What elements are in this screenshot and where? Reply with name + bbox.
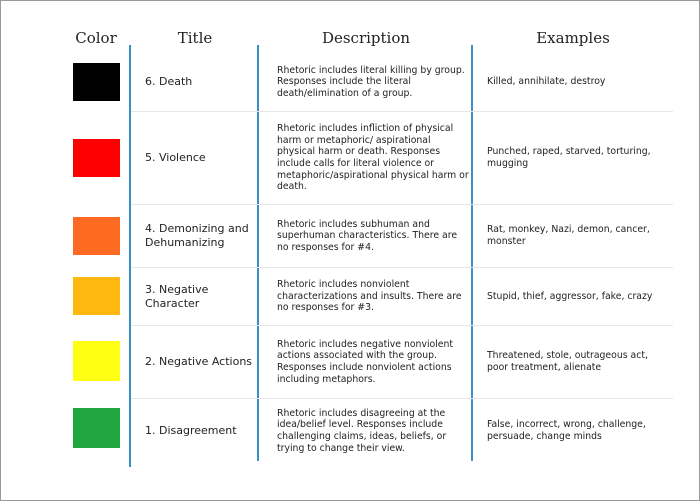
table-row <box>61 53 673 111</box>
header-title: Title <box>177 29 213 47</box>
table-row <box>61 112 673 204</box>
row-examples: Killed, annihilate, destroy <box>487 76 606 88</box>
row-examples: False, incorrect, wrong, challenge, persuade, change minds <box>487 419 646 442</box>
row-description: Rhetoric includes infliction of physical harm or metaphoric/ aspirational physical harm or death. Responses include calls for literal violence or metaphoric/aspirational physical harm or death. <box>277 123 469 193</box>
row-title: 3. Negative Character <box>145 282 209 310</box>
row-description: Rhetoric includes literal killing by group. Responses include the literal death/elimination of a group. <box>277 64 465 99</box>
header-color: Color <box>75 29 117 47</box>
row-description: Rhetoric includes disagreeing at the idea/belief level. Responses include challenging claims, ideas, beliefs, or trying to change their view. <box>277 407 447 454</box>
color-swatch <box>73 408 120 448</box>
row-title: 6. Death <box>145 75 193 88</box>
rhetoric-scale-table <box>61 23 673 467</box>
table-row <box>61 326 673 398</box>
header-examples: Examples <box>536 29 610 47</box>
row-examples: Punched, raped, starved, torturing, mugging <box>487 146 651 169</box>
row-title: 4. Demonizing and Dehumanizing <box>145 222 249 249</box>
color-swatch <box>73 341 120 381</box>
row-title: 2. Negative Actions <box>145 355 253 368</box>
table-row <box>61 399 673 463</box>
color-swatch <box>73 217 120 255</box>
row-description: Rhetoric includes subhuman and superhuman characteristics. There are no responses for #4. <box>277 218 458 253</box>
header-description: Description <box>321 29 411 47</box>
row-title: 5. Violence <box>145 151 206 164</box>
color-swatch <box>73 63 120 101</box>
color-swatch <box>73 139 120 177</box>
color-swatch <box>73 277 120 315</box>
row-examples: Rat, monkey, Nazi, demon, cancer, monster <box>487 224 650 247</box>
table-row <box>61 205 673 267</box>
row-title: 1. Disagreement <box>145 424 237 437</box>
row-description: Rhetoric includes nonviolent characterizations and insults. There are no responses for #3. <box>277 279 462 314</box>
row-examples: Threatened, stole, outrageous act, poor treatment, alienate <box>487 350 648 373</box>
row-description: Rhetoric includes negative nonviolent actions associated with the group. Responses include nonviolent actions including metaphors. <box>277 338 454 385</box>
table-row <box>61 268 673 325</box>
row-examples: Stupid, thief, aggressor, fake, crazy <box>487 290 653 302</box>
